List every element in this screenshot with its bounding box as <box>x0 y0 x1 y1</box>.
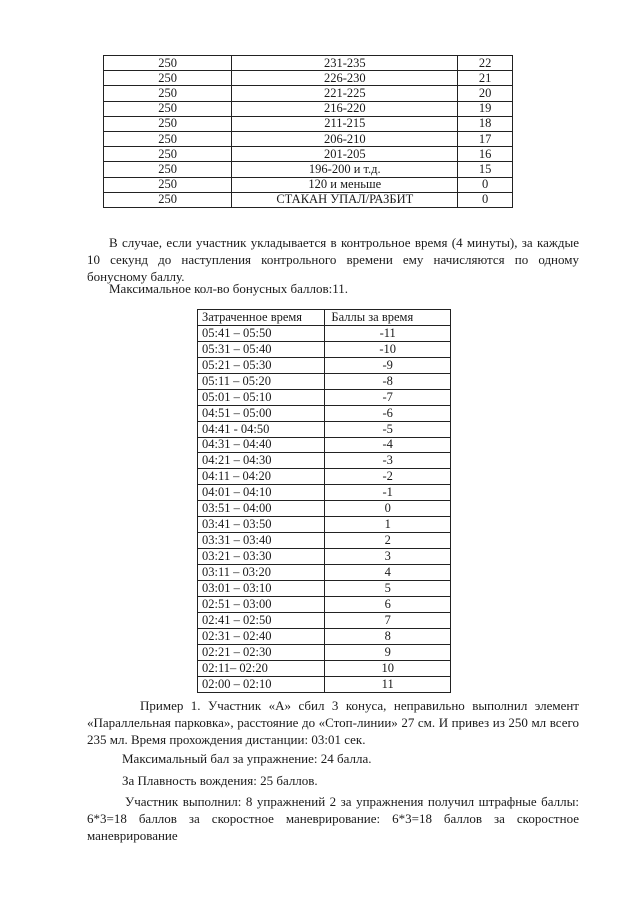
table-row <box>198 357 451 373</box>
cell-time: 03:01 – 03:10 <box>198 580 325 596</box>
table-row <box>198 533 451 549</box>
cell-score: 0 <box>458 177 513 192</box>
table-row <box>198 612 451 628</box>
cell-time-points: 5 <box>325 580 451 596</box>
table-row <box>104 71 513 86</box>
table-row <box>198 469 451 485</box>
header-points: Баллы за время <box>325 310 451 326</box>
table-row <box>198 676 451 692</box>
cell-time-points: 6 <box>325 596 451 612</box>
table-row <box>198 628 451 644</box>
cell-points: 250 <box>104 71 232 86</box>
table-row <box>198 501 451 517</box>
cell-time: 02:21 – 02:30 <box>198 644 325 660</box>
table-row <box>198 405 451 421</box>
table-row <box>198 389 451 405</box>
cell-time-points: -10 <box>325 341 451 357</box>
cell-score: 19 <box>458 101 513 116</box>
cell-score: 16 <box>458 147 513 162</box>
volume-score-table <box>103 55 513 208</box>
table-row <box>198 596 451 612</box>
cell-range: 221-225 <box>232 86 458 101</box>
cell-time: 03:21 – 03:30 <box>198 549 325 565</box>
example-paragraph: Пример 1. Участник «А» сбил 3 конуса, неправильно выполнил элемент «Параллельная парковка», расстояние до «Стоп-линии» 27 см. И привез из 250 мл всего 235 мл. Время прохождения дистанции: 03:01 сек. <box>87 698 579 747</box>
table-row <box>198 373 451 389</box>
cell-time-points: 0 <box>325 501 451 517</box>
cell-time: 02:00 – 02:10 <box>198 676 325 692</box>
table-row <box>198 580 451 596</box>
cell-time: 04:41 - 04:50 <box>198 421 325 437</box>
header-time: Затраченное время <box>198 310 325 326</box>
table-row <box>198 437 451 453</box>
cell-points: 250 <box>104 192 232 207</box>
cell-range: 231-235 <box>232 56 458 71</box>
cell-points: 250 <box>104 147 232 162</box>
cell-range: 211-215 <box>232 116 458 131</box>
max-score-line: Максимальный бал за упражнение: 24 балла. <box>122 751 372 766</box>
table-row <box>104 101 513 116</box>
time-bonus-table <box>197 309 451 693</box>
cell-time-points: -6 <box>325 405 451 421</box>
cell-score: 20 <box>458 86 513 101</box>
cell-range: СТАКАН УПАЛ/РАЗБИТ <box>232 192 458 207</box>
cell-time: 02:41 – 02:50 <box>198 612 325 628</box>
cell-points: 250 <box>104 101 232 116</box>
table-row <box>104 116 513 131</box>
table-row <box>104 131 513 146</box>
cell-time: 05:01 – 05:10 <box>198 389 325 405</box>
table-row <box>104 56 513 71</box>
cell-score: 21 <box>458 71 513 86</box>
smooth-driving-line: За Плавность вождения: 25 баллов. <box>122 773 318 788</box>
cell-range: 206-210 <box>232 131 458 146</box>
cell-time-points: 10 <box>325 660 451 676</box>
cell-points: 250 <box>104 56 232 71</box>
cell-time-points: -11 <box>325 325 451 341</box>
table-row <box>104 177 513 192</box>
cell-time: 03:11 – 03:20 <box>198 565 325 581</box>
cell-time: 02:51 – 03:00 <box>198 596 325 612</box>
cell-points: 250 <box>104 116 232 131</box>
table-row <box>198 549 451 565</box>
table-row <box>198 485 451 501</box>
cell-time: 03:31 – 03:40 <box>198 533 325 549</box>
cell-time-points: -5 <box>325 421 451 437</box>
cell-points: 250 <box>104 162 232 177</box>
table-row <box>198 565 451 581</box>
table-row <box>104 86 513 101</box>
bonus-rule-paragraph: В случае, если участник укладывается в контрольное время (4 минуты), за каждые 10 секунд до наступления контрольного времени ему начисляются по одному бонусному баллу. <box>87 235 579 284</box>
cell-time: 03:41 – 03:50 <box>198 517 325 533</box>
cell-time: 04:11 – 04:20 <box>198 469 325 485</box>
cell-time-points: -3 <box>325 453 451 469</box>
cell-time: 04:21 – 04:30 <box>198 453 325 469</box>
cell-points: 250 <box>104 177 232 192</box>
table-row <box>198 341 451 357</box>
cell-time-points: -7 <box>325 389 451 405</box>
cell-time-points: -8 <box>325 373 451 389</box>
max-bonus-line: Максимальное кол-во бонусных баллов:11. <box>109 281 348 296</box>
cell-time-points: 3 <box>325 549 451 565</box>
cell-time: 04:51 – 05:00 <box>198 405 325 421</box>
cell-time: 02:31 – 02:40 <box>198 628 325 644</box>
cell-range: 226-230 <box>232 71 458 86</box>
table-row <box>198 517 451 533</box>
cell-time: 03:51 – 04:00 <box>198 501 325 517</box>
table-row <box>198 421 451 437</box>
table-row <box>104 147 513 162</box>
cell-score: 22 <box>458 56 513 71</box>
cell-time: 05:31 – 05:40 <box>198 341 325 357</box>
table-header-row <box>198 310 451 326</box>
cell-time-points: 2 <box>325 533 451 549</box>
cell-points: 250 <box>104 86 232 101</box>
table-row <box>104 192 513 207</box>
cell-time-points: -9 <box>325 357 451 373</box>
cell-time: 05:11 – 05:20 <box>198 373 325 389</box>
cell-time: 02:11– 02:20 <box>198 660 325 676</box>
cell-time-points: -2 <box>325 469 451 485</box>
cell-score: 0 <box>458 192 513 207</box>
cell-time-points: -4 <box>325 437 451 453</box>
cell-score: 17 <box>458 131 513 146</box>
cell-time: 04:31 – 04:40 <box>198 437 325 453</box>
cell-time-points: 8 <box>325 628 451 644</box>
cell-time-points: 7 <box>325 612 451 628</box>
cell-range: 196-200 и т.д. <box>232 162 458 177</box>
cell-time: 04:01 – 04:10 <box>198 485 325 501</box>
cell-time-points: 9 <box>325 644 451 660</box>
performed-paragraph: Участник выполнил: 8 упражнений 2 за упражнения получил штрафные баллы: 6*3=18 баллов за скоростное маневрирование: 6*3=18 баллов за скоростное маневрирование <box>87 794 579 843</box>
cell-time-points: 11 <box>325 676 451 692</box>
table-row <box>198 644 451 660</box>
cell-range: 216-220 <box>232 101 458 116</box>
cell-points: 250 <box>104 131 232 146</box>
table-row <box>198 453 451 469</box>
cell-range: 201-205 <box>232 147 458 162</box>
cell-score: 15 <box>458 162 513 177</box>
cell-range: 120 и меньше <box>232 177 458 192</box>
table-row <box>198 325 451 341</box>
cell-time-points: -1 <box>325 485 451 501</box>
cell-time: 05:21 – 05:30 <box>198 357 325 373</box>
cell-time: 05:41 – 05:50 <box>198 325 325 341</box>
table-row <box>104 162 513 177</box>
table-row <box>198 660 451 676</box>
cell-time-points: 4 <box>325 565 451 581</box>
cell-time-points: 1 <box>325 517 451 533</box>
cell-score: 18 <box>458 116 513 131</box>
